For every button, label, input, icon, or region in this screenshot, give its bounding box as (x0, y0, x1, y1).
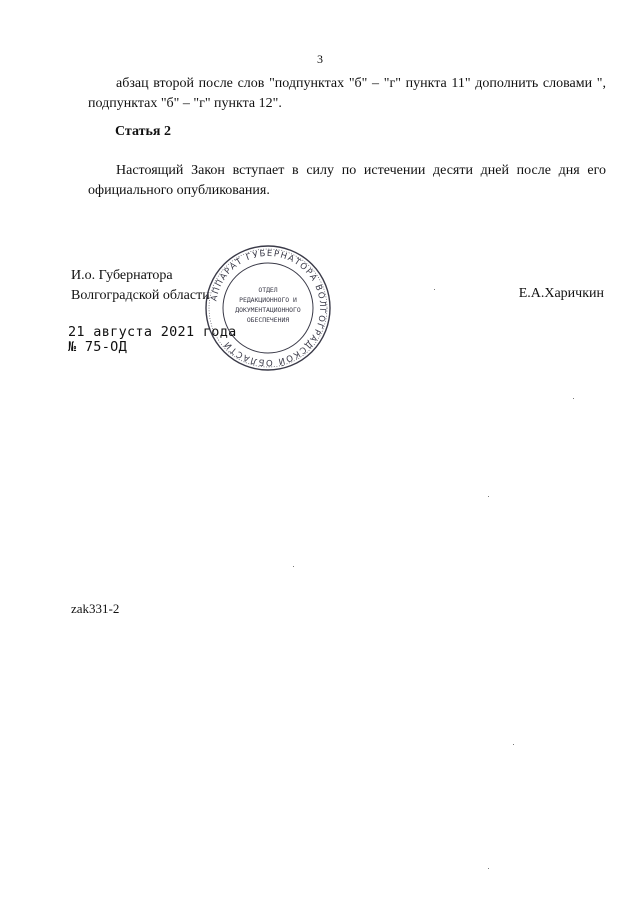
scan-speck (488, 868, 489, 869)
document-code: zak331-2 (71, 601, 120, 616)
stamp-line-4: ОБЕСПЕЧЕНИЯ (246, 316, 290, 324)
stamp-line-2: РЕДАКЦИОННОГО И (239, 296, 297, 304)
scan-speck (434, 289, 435, 290)
signer-name: Е.А.Харичкин (518, 286, 604, 301)
paragraph-amendment: абзац второй после слов "подпунктах "б" – "г" пункта 11" дополнить словами ", подпунктах "б" – "г" пункта 12". (88, 76, 606, 111)
paragraph-entry-into-force: Настоящий Закон вступает в силу по истечении десяти дней после дня его официального опубликования. (88, 163, 606, 198)
scan-speck (293, 566, 294, 567)
signer-title-line-2: Волгоградской области (71, 288, 210, 303)
signing-date: 21 августа 2021 года (68, 324, 237, 340)
scan-speck (488, 496, 489, 497)
signer-title-line-1: И.о. Губернатора (71, 268, 173, 283)
article-heading: Статья 2 (115, 124, 171, 139)
stamp-outer-text: АППАРАТ ГУБЕРНАТОРА ВОЛГОГРАДСКОЙ ОБЛАСТИ (209, 248, 328, 368)
scan-speck (573, 398, 574, 399)
page-number: 3 (317, 52, 323, 66)
stamp-line-3: ДОКУМЕНТАЦИОННОГО (235, 306, 301, 314)
official-seal-stamp (202, 242, 334, 374)
scan-speck (513, 744, 514, 745)
stamp-line-1: ОТДЕЛ (258, 286, 278, 294)
law-number: № 75-ОД (68, 339, 127, 355)
